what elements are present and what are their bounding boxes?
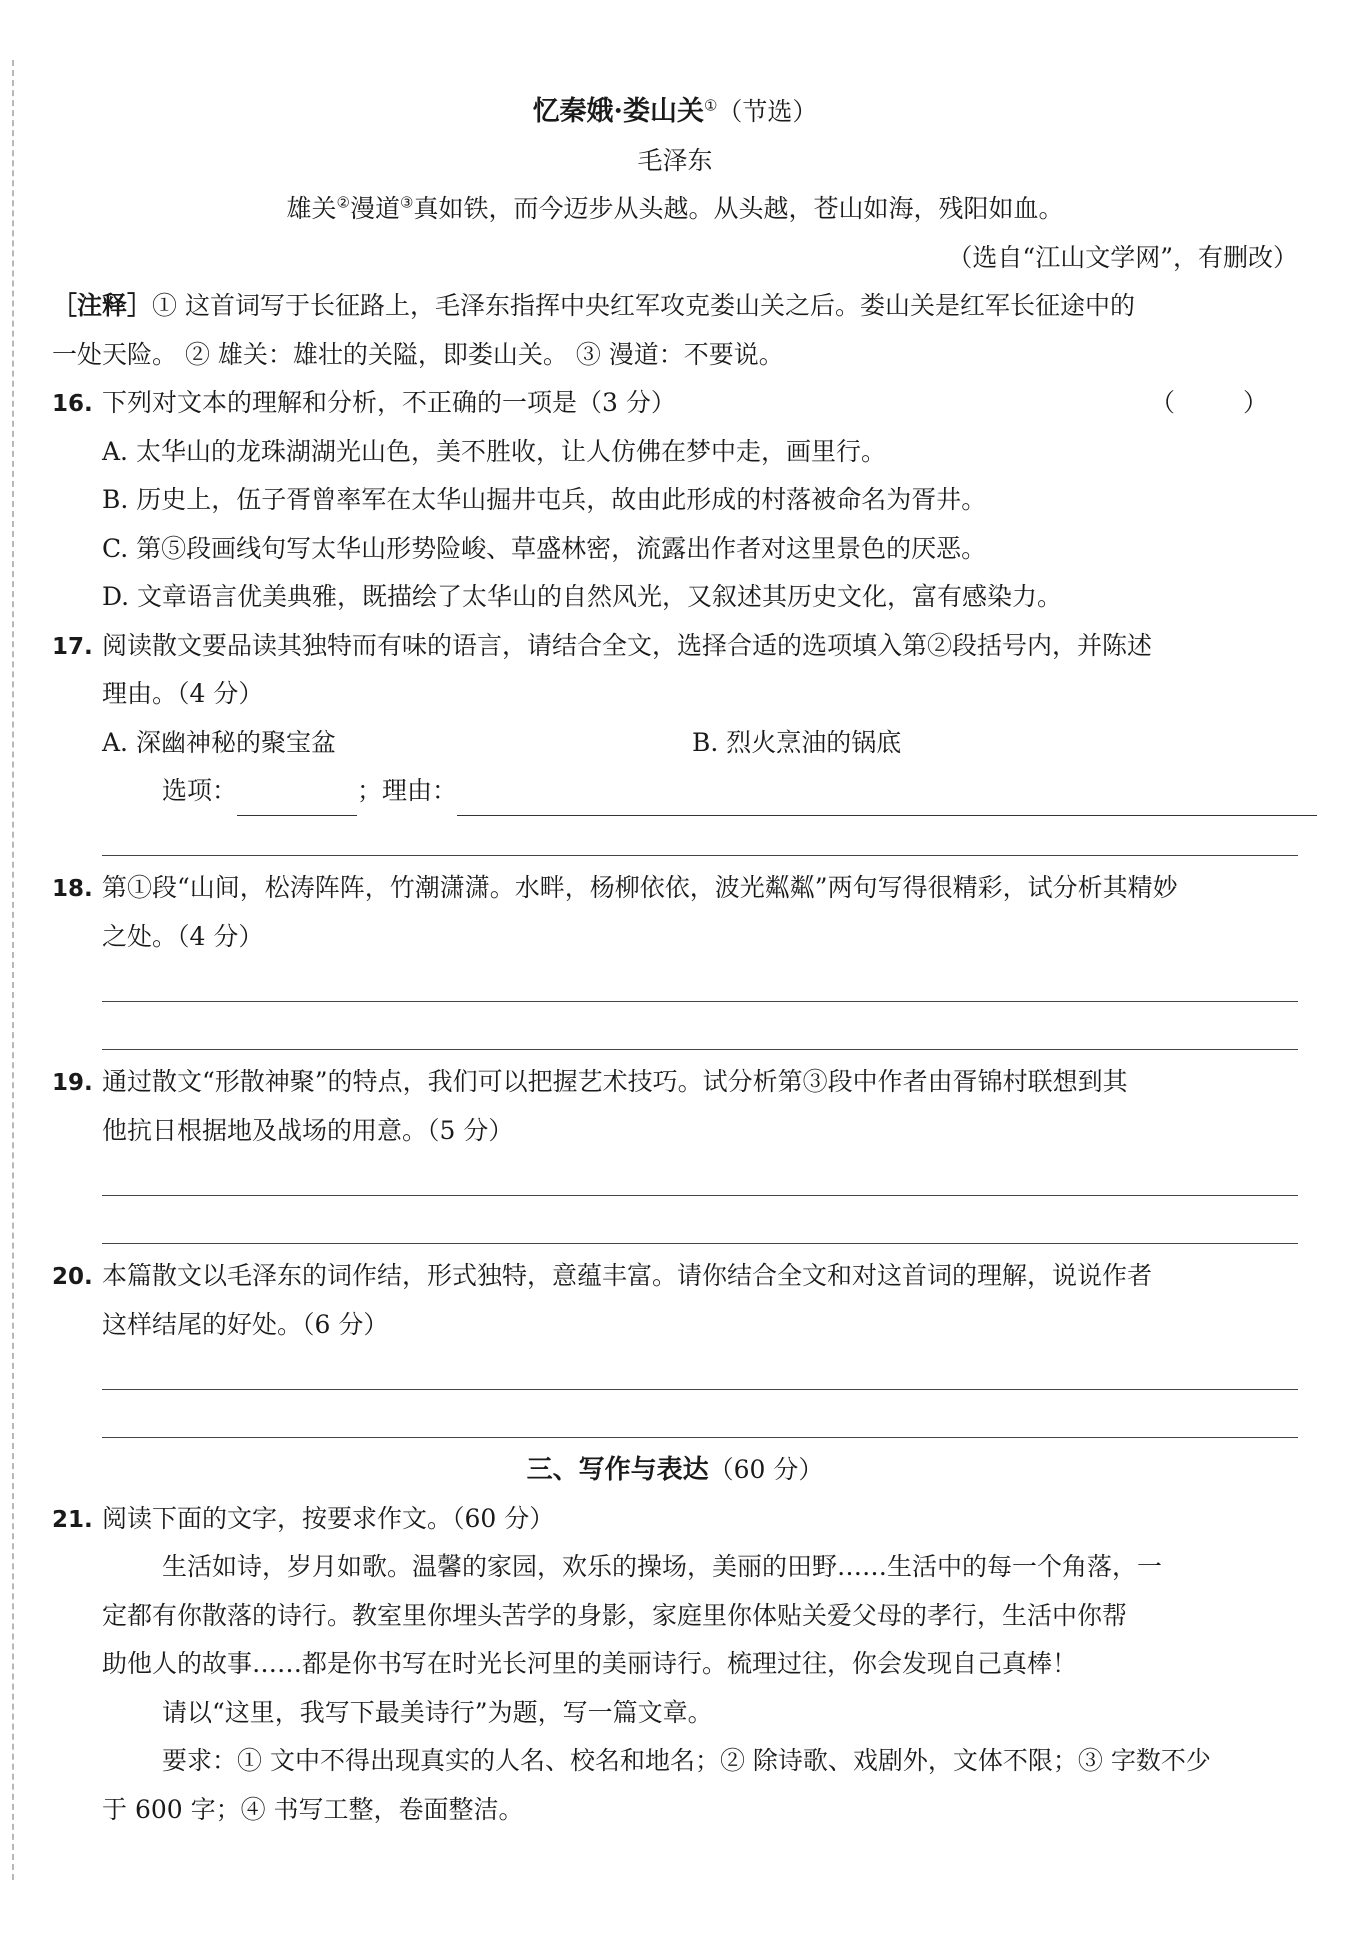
answer-line[interactable]	[52, 816, 1298, 865]
question-text: 本篇散文以毛泽东的词作结，形式独特，意蕴丰富。请你结合全文和对这首词的理解，说说作者	[102, 1261, 1153, 1290]
question-text: 阅读下面的文字，按要求作文。（60 分）	[102, 1503, 555, 1533]
question-17-option-a: A. 深幽神秘的聚宝盆	[102, 727, 336, 757]
answer-line[interactable]	[52, 1204, 1298, 1253]
notes-tag: ［注释］	[52, 291, 153, 320]
reason-label: ；理由：	[357, 776, 458, 805]
notes-line-2: 一处天险。 ② 雄关：雄壮的关隘，即娄山关。 ③ 漫道：不要说。	[52, 339, 784, 369]
reason-blank[interactable]	[457, 785, 1317, 816]
essay-requirements: 要求：① 文中不得出现真实的人名、校名和地名；② 除诗歌、戏剧外，文体不限；③ 字数不少	[162, 1746, 1211, 1775]
essay-prompt-line: 定都有你散落的诗行。教室里你埋头苦学的身影，家庭里你体贴关爱父母的孝行，生活中你帮	[102, 1600, 1128, 1630]
footnote-mark: ②	[336, 193, 350, 212]
question-16-stem	[52, 379, 1298, 428]
question-16-option-a: A. 太华山的龙珠湖湖光山色，美不胜收，让人仿佛在梦中走，画里行。	[102, 436, 886, 466]
poem-title	[52, 88, 1298, 137]
notes-text: ① 这首词写于长征路上，毛泽东指挥中央红军攻克娄山关之后。娄山关是红军长征途中的	[152, 291, 1135, 320]
answer-line[interactable]	[52, 1010, 1298, 1059]
essay-requirements-cont: 于 600 字；④ 书写工整，卷面整洁。	[102, 1794, 524, 1824]
poem-text-part: 真如铁，而今迈步从头越。从头越，苍山如海，残阳如血。	[413, 194, 1064, 223]
question-17-options	[52, 719, 1298, 768]
section-score: （60 分）	[708, 1455, 824, 1484]
question-number: 17.	[52, 633, 93, 660]
question-16-option-c: C. 第⑤段画线句写太华山形势险峻、草盛林密，流露出作者对这里景色的厌恶。	[102, 533, 987, 563]
choice-label: 选项：	[162, 776, 238, 805]
question-number: 16.	[52, 391, 93, 417]
answer-line[interactable]	[52, 1349, 1298, 1398]
essay-prompt-line: 生活如诗，岁月如歌。温馨的家园，欢乐的操场，美丽的田野……生活中的每一个角落，一	[162, 1552, 1163, 1581]
question-18-stem	[52, 864, 1298, 913]
question-17-answer-row	[52, 767, 1298, 816]
question-18-stem-cont: 之处。（4 分）	[102, 921, 264, 951]
answer-line[interactable]	[52, 1398, 1298, 1447]
question-number: 20.	[52, 1264, 93, 1290]
poem-text-part: 雄关	[286, 194, 337, 223]
essay-topic: 请以“这里，我写下最美诗行”为题，写一篇文章。	[162, 1697, 713, 1727]
question-20-stem	[52, 1252, 1298, 1301]
notes-line-1	[52, 282, 1298, 331]
poem-text	[52, 185, 1298, 234]
question-text: 下列对文本的理解和分析，不正确的一项是（3 分）	[102, 388, 676, 417]
footnote-mark: ③	[400, 193, 414, 212]
essay-prompt-line: 助他人的故事……都是你书写在时光长河里的美丽诗行。梳理过往，你会发现自己真棒！	[102, 1649, 1078, 1678]
question-16-option-d: D. 文章语言优美典雅，既描绘了太华山的自然风光，又叙述其历史文化，富有感染力。	[102, 582, 1063, 611]
choice-blank[interactable]	[237, 785, 357, 816]
question-number: 19.	[52, 1070, 93, 1096]
section-3-heading	[52, 1446, 1298, 1495]
answer-line[interactable]	[52, 961, 1298, 1010]
question-17-option-b: B. 烈火烹油的锅底	[692, 727, 902, 757]
answer-paren[interactable]: （ ）	[1150, 388, 1298, 417]
answer-line[interactable]	[52, 1155, 1298, 1204]
binding-margin-dashes	[12, 60, 14, 1880]
question-text: 阅读散文要品读其独特而有味的语言，请结合全文，选择合适的选项填入第②段括号内，并陈述	[102, 630, 1153, 660]
poem-source: （选自“江山文学网”，有删改）	[947, 242, 1298, 272]
question-text: 通过散文“形散神聚”的特点，我们可以把握艺术技巧。试分析第③段中作者由胥锦村联想到其	[102, 1067, 1128, 1096]
question-17-stem	[52, 622, 1298, 671]
question-text: 第①段“山间，松涛阵阵，竹潮潇潇。水畔，杨柳依依，波光粼粼”两句写得很精彩，试分析其精妙	[102, 873, 1178, 902]
poem-text-part: 漫道	[349, 194, 400, 223]
poem-title-suffix: （节选）	[717, 97, 818, 126]
question-20-stem-cont: 这样结尾的好处。（6 分）	[102, 1309, 389, 1339]
poem-title-main: 忆秦娥·娄山关	[532, 96, 704, 127]
section-title: 三、写作与表达	[526, 1455, 709, 1485]
question-17-stem-cont: 理由。（4 分）	[102, 679, 264, 708]
question-19-stem-cont: 他抗日根据地及战场的用意。（5 分）	[102, 1115, 514, 1145]
page-content	[52, 88, 1298, 1834]
question-number: 18.	[52, 876, 93, 902]
question-19-stem	[52, 1058, 1298, 1107]
question-16-option-b: B. 历史上，伍子胥曾率军在太华山掘井屯兵，故由此形成的村落被命名为胥井。	[102, 485, 987, 514]
poem-author: 毛泽东	[637, 145, 713, 175]
question-21-stem	[52, 1495, 1298, 1544]
question-number: 21.	[52, 1506, 93, 1533]
footnote-mark: ①	[703, 96, 718, 115]
